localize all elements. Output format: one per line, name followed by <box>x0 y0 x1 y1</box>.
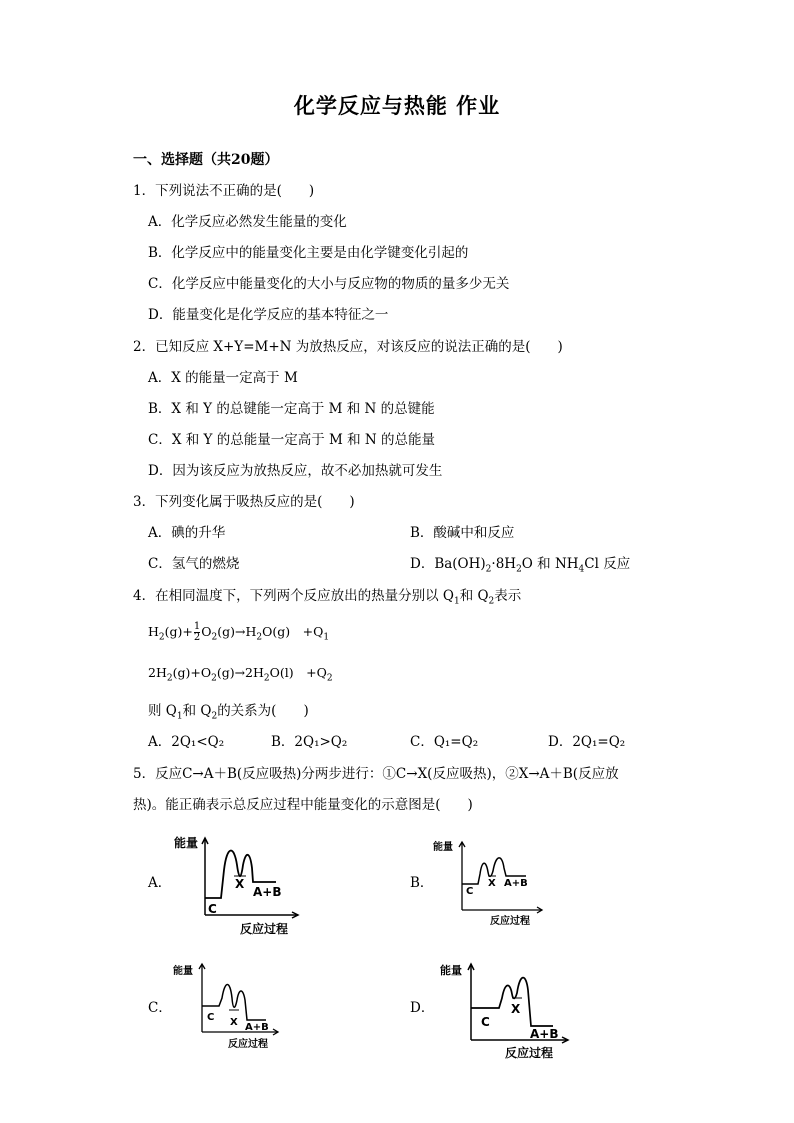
y-axis-label: 能量 <box>433 842 453 853</box>
x-axis-label: 反应过程 <box>505 1046 554 1060</box>
q4-option-c: C．Q₁=Q₂ <box>410 734 479 750</box>
q1-option-d: D．能量变化是化学反应的基本特征之一 <box>148 307 389 323</box>
label-x: X <box>488 878 496 889</box>
label-ab: A+B <box>530 1027 559 1041</box>
q1-option-c: C．化学反应中能量变化的大小与反应物的物质的量多少无关 <box>148 276 510 292</box>
label-c: C <box>466 886 474 897</box>
energy-diagram-b <box>430 836 550 931</box>
label-x: X <box>230 1017 238 1028</box>
label-ab: A+B <box>245 1022 269 1033</box>
q1-stem: 1．下列说法不正确的是( ) <box>133 183 315 199</box>
label-c: C <box>207 1012 215 1023</box>
q5-stem-line2: 热)。能正确表示总反应过程中能量变化的示意图是( ) <box>133 797 473 813</box>
q4-option-b: B．2Q₁>Q₂ <box>271 734 348 750</box>
section-heading: 一、选择题（共20题） <box>133 152 279 168</box>
page-title: 化学反应与热能 作业 <box>293 93 501 118</box>
q4-stem: 4．在相同温度下，下列两个反应放出的热量分别以 $Q_1$和 $Q_2$表示 <box>133 588 522 607</box>
q3-option-a: A．碘的升华 <box>148 525 226 541</box>
q4-option-d: D．2Q₁=Q₂ <box>548 734 626 750</box>
label-c: C <box>208 902 217 916</box>
q4-equation-1: $H_2(g)+$ $\frac{1}{2}$ $O_2(g)\to H_2O(g)$ $+Q_1$ <box>148 621 330 643</box>
q5-stem-line1: 5．反应C→A＋B(反应吸热)分两步进行：①C→X(反应吸热)，②X→A＋B(反应放 <box>133 766 619 782</box>
q5-option-d-label: D． <box>410 1000 435 1016</box>
x-axis-label: 反应过程 <box>490 916 530 927</box>
y-axis-label: 能量 <box>174 836 199 850</box>
q2-option-d: D．因为该反应为放热反应，故不必加热就可发生 <box>148 463 443 479</box>
x-axis-label: 反应过程 <box>240 922 289 936</box>
q3-option-b: B．酸碱中和反应 <box>410 525 515 541</box>
q5-option-c-label: C． <box>148 1000 172 1016</box>
label-x: X <box>235 877 245 891</box>
q1-option-b: B．化学反应中的能量变化主要是由化学键变化引起的 <box>148 245 469 261</box>
label-ab: A+B <box>504 878 528 889</box>
label-ab: A+B <box>253 885 282 899</box>
q3-option-c: C．氢气的燃烧 <box>148 556 240 572</box>
q5-option-a-label: A． <box>148 875 172 891</box>
q5-option-b-label: B． <box>410 875 434 891</box>
x-axis-label: 反应过程 <box>228 1039 268 1050</box>
q2-option-a: A．X 的能量一定高于 M <box>148 370 298 386</box>
label-c: C <box>481 1015 490 1029</box>
energy-diagram-d <box>435 958 575 1063</box>
y-axis-label: 能量 <box>440 964 462 977</box>
y-axis-label: 能量 <box>173 966 193 977</box>
energy-diagram-c <box>170 958 285 1053</box>
q3-option-d: D．$Ba(OH)_2\cdot 8H_2O$ 和 $NH_4Cl$ 反应 <box>410 556 631 575</box>
q2-stem: 2．已知反应 X+Y=M+N 为放热反应，对该反应的说法正确的是( ) <box>133 339 563 355</box>
q4-option-a: A．2Q₁<Q₂ <box>148 734 225 750</box>
energy-diagram-a <box>170 830 305 940</box>
q4-question: 则 $Q_1$和 $Q_2$的关系为( ) <box>148 703 309 722</box>
q4-equation-2: $2H_2(g)+O_2(g)\to 2H_2O(l)$ $+Q_2$ <box>148 665 333 684</box>
q2-option-c: C．X 和 Y 的总能量一定高于 M 和 N 的总能量 <box>148 432 436 448</box>
q1-option-a: A．化学反应必然发生能量的变化 <box>148 214 347 230</box>
label-x: X <box>511 1002 521 1016</box>
one-half-fraction: $\frac{1}{2}$ <box>193 621 201 643</box>
q3-stem: 3．下列变化属于吸热反应的是( ) <box>133 494 355 510</box>
q2-option-b: B．X 和 Y 的总键能一定高于 M 和 N 的总键能 <box>148 401 435 417</box>
